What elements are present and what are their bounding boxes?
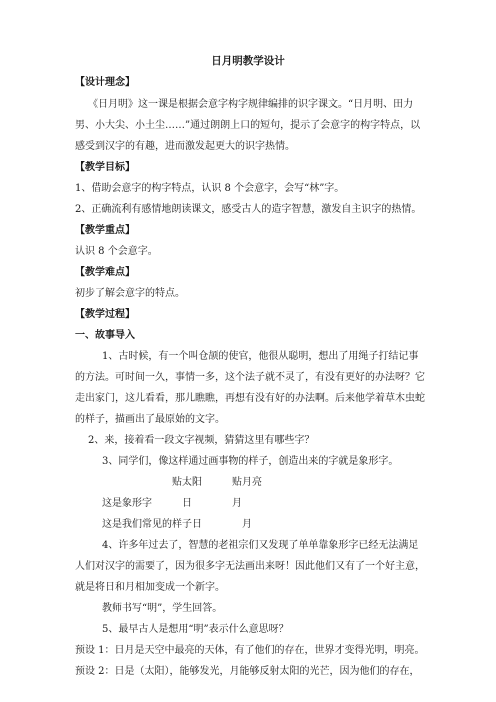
paragraph-line: 预设 2：日是（太阳），能够发光，月能够反射太阳的光芒，因为他们的存在， — [75, 666, 420, 677]
paragraph-line: 预设 1：日月是天空中最亮的天体，有了他们的存在，世界才变得光明，明亮。 — [75, 645, 425, 656]
paragraph-line: 男、小大尖、小土尘……”通过朗朗上口的短句，提示了会意字的构字特点，以 — [75, 120, 421, 131]
paragraph-line: 4、许多年过去了，智慧的老祖宗们又发现了单单靠象形字已经无法满足 — [102, 540, 419, 551]
paragraph-line: 这是象形字 日 月 — [102, 498, 242, 509]
paragraph-line: 1、古时候，有一个叫仓颉的使官，他很从聪明，想出了用绳子打结记事 — [102, 351, 419, 362]
paragraph-line: 这是我们常见的样子日 月 — [102, 519, 252, 530]
paragraph-line: 人们对汉字的需要了，因为很多字无法画出来呀！因此他们又有了一个好主意， — [75, 561, 425, 572]
heading-design-concept: 【设计理念】 — [75, 77, 135, 88]
paragraph-line: 1、借助会意字的构字特点，认识 8 个会意字，会写“林”字。 — [75, 183, 345, 194]
section-heading: 一、故事导入 — [75, 330, 135, 341]
paragraph-line: 3、同学们，像这样通过画事物的样子，创造出来的字就是象形字。 — [102, 456, 399, 467]
paragraph-line: 感受到汉字的有趣，进而激发起更大的识字热情。 — [75, 141, 295, 152]
heading-teaching-goals: 【教学目标】 — [75, 162, 135, 173]
paragraph-line: 贴太阳 贴月亮 — [172, 477, 262, 488]
document-title: 日月明教学设计 — [211, 55, 285, 67]
paragraph-line: 的样子，描画出了最原始的文字。 — [75, 414, 225, 425]
heading-difficulties: 【教学难点】 — [75, 267, 135, 278]
paragraph-line: 走出家门，这儿看看，那儿瞧瞧，再想有没有好的办法啊。后来他学着草木虫蛇 — [75, 393, 425, 404]
paragraph-line: 初步了解会意字的特点。 — [75, 288, 185, 299]
heading-teaching-process: 【教学过程】 — [75, 309, 135, 320]
paragraph-line: 2、来，接着看一段文字视频，猜猜这里有哪些字？ — [88, 435, 315, 446]
paragraph-line: 5、最早古人是想用“明”表示什么意思呀？ — [102, 624, 289, 635]
paragraph-line: 的方法。可时间一久，事情一多，这个法子就不灵了，有没有更好的办法呀？它 — [75, 372, 425, 383]
paragraph-line: 《日月明》这一课是根据会意字构字规律编排的识字课文。“日月明、田力 — [88, 99, 414, 110]
paragraph-line: 教师书写“明”，学生回答。 — [102, 603, 223, 614]
paragraph-line: 2、正确流利有感情地朗读课文，感受古人的造字智慧，激发自主识字的热情。 — [75, 204, 422, 215]
paragraph-line: 认识 8 个会意字。 — [75, 246, 158, 257]
paragraph-line: 就是将日和月相加变成一个新字。 — [75, 582, 225, 593]
heading-key-points: 【教学重点】 — [75, 225, 135, 236]
